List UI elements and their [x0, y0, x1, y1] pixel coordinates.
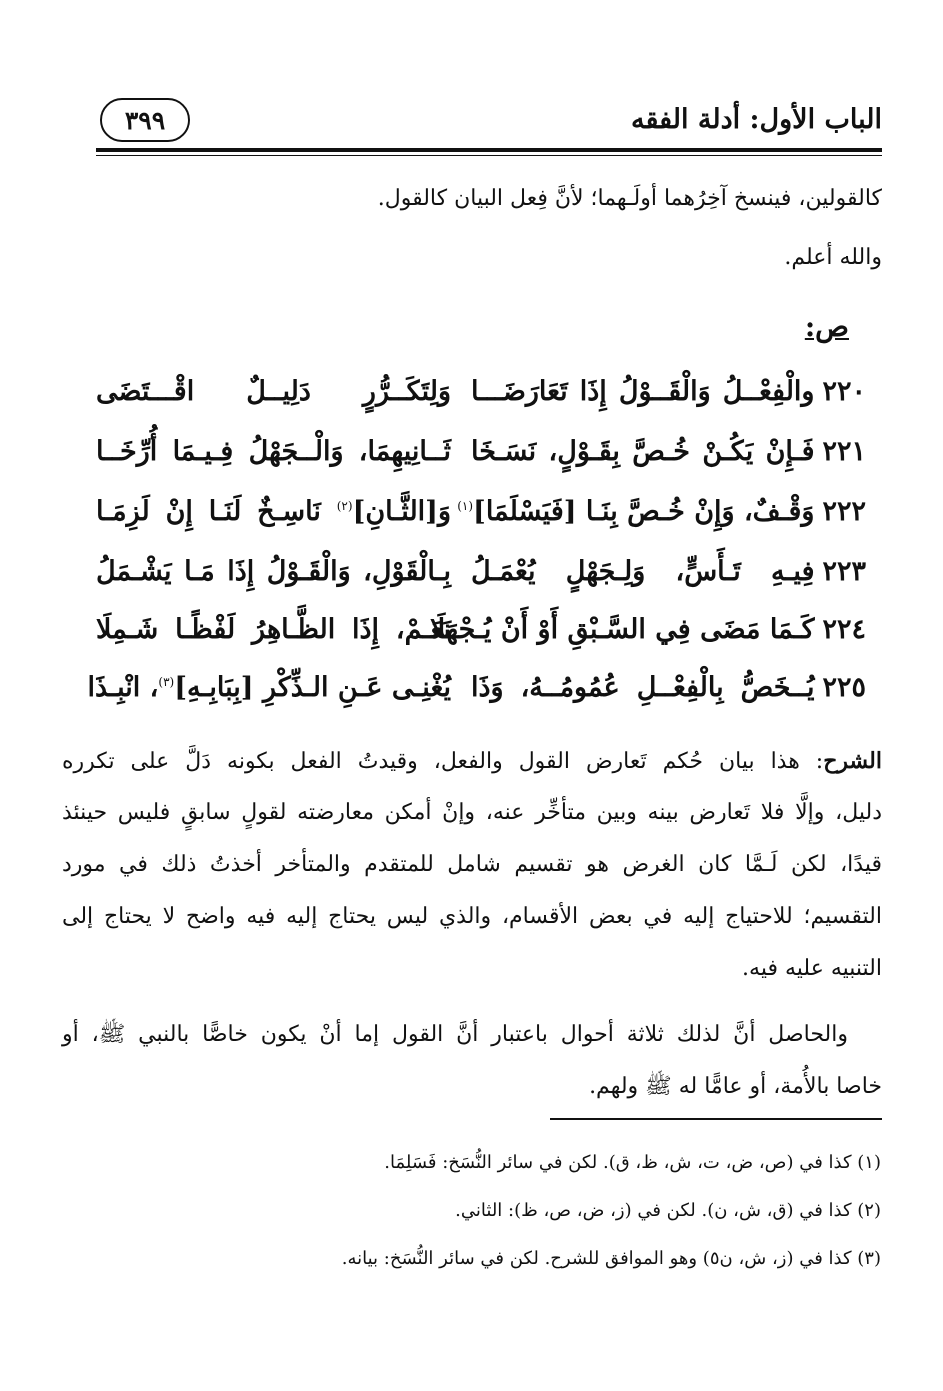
- verse-text: ، انْبِـذَا: [87, 672, 159, 703]
- verse-text: كَـمَا مَضَى فِي السَّـبْقِ أَوْ أَنْ يُـجْهَلَا: [430, 614, 815, 645]
- verse-number: ٢٢٢: [822, 496, 866, 527]
- verse-second-hemistich: [87, 672, 451, 703]
- verse-row: [96, 376, 866, 432]
- commentary-paragraph: [62, 748, 882, 1008]
- footnote: (٣) كذا في (ز، ش، ن٥) وهو الموافق للشرح. لكن في سائر النُّسَخ: بيانه.: [341, 1248, 881, 1269]
- footnote-ref: (٢): [336, 499, 353, 513]
- verse-text: وَ[الثَّـانِ]: [352, 496, 451, 527]
- verse-text: نَاسِـخٌ لَنَـا إِنْ لَزِمَـا: [96, 496, 337, 527]
- paragraph-line: التقسيم؛ للاحتياج إليه في بعض الأقسام، والذي ليس يحتاج إليه فيه واضح لا يحتاج إلى: [62, 904, 882, 929]
- header-rule-thick: [96, 148, 882, 152]
- verse-row: [96, 614, 866, 670]
- paragraph-line: خاصا بالأُمة، أو عامًّا له ﷺ ولهم.: [589, 1074, 882, 1099]
- verse-row: [96, 556, 866, 612]
- verse-number: ٢٢٣: [822, 556, 866, 587]
- verse-second-hemistich: ثَــانِيهِمَا، وَالْــجَهْلُ فِـيـمَا أُرِّخَــا: [96, 436, 451, 467]
- verse-first-hemistich: [471, 376, 866, 407]
- chapter-title: الباب الأول: أدلة الفقه: [631, 104, 882, 135]
- verse-first-hemistich: [471, 436, 866, 467]
- paragraph-line: دليل، وإلَّا فلا تَعارض بينه وبين متأخِّر عنه، وإنْ أمكن معارضته لقولٍ سابقٍ فليس حينئذ: [62, 800, 883, 825]
- verse-text: فَـإِنْ يَكُـنْ خُـصَّ بِقَـوْلٍ، نَسَـخَا: [471, 436, 815, 467]
- intro-line: كالقولين، فينسخ آخِرُهما أولَـهما؛ لأنَّ فِعل البيان كالقول.: [377, 186, 882, 211]
- verse-number: ٢٢٠: [822, 376, 866, 407]
- footnote-ref: (٣): [158, 675, 175, 689]
- verse-first-hemistich: [430, 614, 866, 645]
- verse-number: ٢٢٤: [822, 614, 866, 645]
- footnote: (١) كذا في (ص، ض، ت، ش، ظ، ق). لكن في سائر النُّسَخ: فَسَلِمَا.: [384, 1152, 881, 1173]
- page-number: ٣٩٩: [100, 98, 190, 142]
- verse-first-hemistich: [471, 672, 866, 703]
- page-header: [96, 98, 882, 148]
- verse-number: ٢٢١: [822, 436, 866, 467]
- commentary-label: الشرح: [823, 748, 882, 774]
- verse-row: [96, 496, 866, 552]
- line-text: : هذا بيان حُكم تَعارض القول والفعل، وقيدتُ الفعل بكونه دَلَّ على تكرره: [62, 749, 824, 774]
- verse-second-hemistich: [96, 496, 451, 527]
- verse-text: يُغْنِـى عَـنِ الـذِّكْرِ [بِبَابِـهِ]: [174, 672, 451, 703]
- header-rule-thin: [96, 155, 882, 156]
- commentary-paragraph: [62, 1020, 882, 1124]
- verse-text: فِيـهِ تَـأَسٍّ، وَلِـجَهْلٍ يُعْمَـلُ: [471, 556, 815, 587]
- verse-second-hemistich: بِـالْقَوْلِ، وَالْقَـوْلُ إِذَا مَـا يَشْـمَلُ: [96, 556, 451, 587]
- paragraph-line: والحاصل أنَّ لذلك ثلاثة أحوال باعتبار أنَّ القول إما أنْ يكون خاصًّا بالنبي ﷺ، أو: [62, 1022, 848, 1047]
- verse-number: ٢٢٥: [822, 672, 866, 703]
- verse-row: [96, 436, 866, 492]
- verse-first-hemistich: [457, 496, 866, 527]
- verse-text: وَقْـفٌ، وَإِنْ خُـصَّ بِنَـا [فَيَسْلَمَا]: [473, 496, 815, 527]
- section-mark: ص:: [804, 310, 849, 343]
- paragraph-line: قيدًا، لكن لَـمَّا كان الغرض هو تقسيم شامل للمتقدم والمتأخر أخذتُ ذلك في مورد: [62, 852, 882, 877]
- footnote-rule: [550, 1118, 882, 1120]
- verse-second-hemistich: وَلِتَكَــرُّرٍ دَلِيــلٌ اقْـــتَضَى: [96, 376, 451, 407]
- paragraph-line: التنبيه عليه فيه.: [742, 956, 882, 981]
- intro-line: والله أعلم.: [784, 245, 882, 270]
- paragraph-line: [62, 748, 882, 800]
- verse-text: والْفِعْــلُ وَالْقَــوْلُ إِذَا تَعَارَضَـــا: [471, 376, 815, 407]
- verse-text: يُــخَصُّ بِالْفِعْــلِ عُمُومُــهُ، وَذَا: [471, 672, 815, 703]
- verse-second-hemistich: نَعَـمْ، إِذَا الظَّـاهِرُ لَفْظًـا شَـمِلَا: [96, 614, 451, 645]
- footnote: (٢) كذا في (ق، ش، ن). لكن في (ز، ض، ص، ظ): الثاني.: [455, 1200, 881, 1221]
- footnote-ref: (١): [457, 499, 474, 513]
- verse-row: [87, 672, 866, 728]
- verse-first-hemistich: [471, 556, 866, 587]
